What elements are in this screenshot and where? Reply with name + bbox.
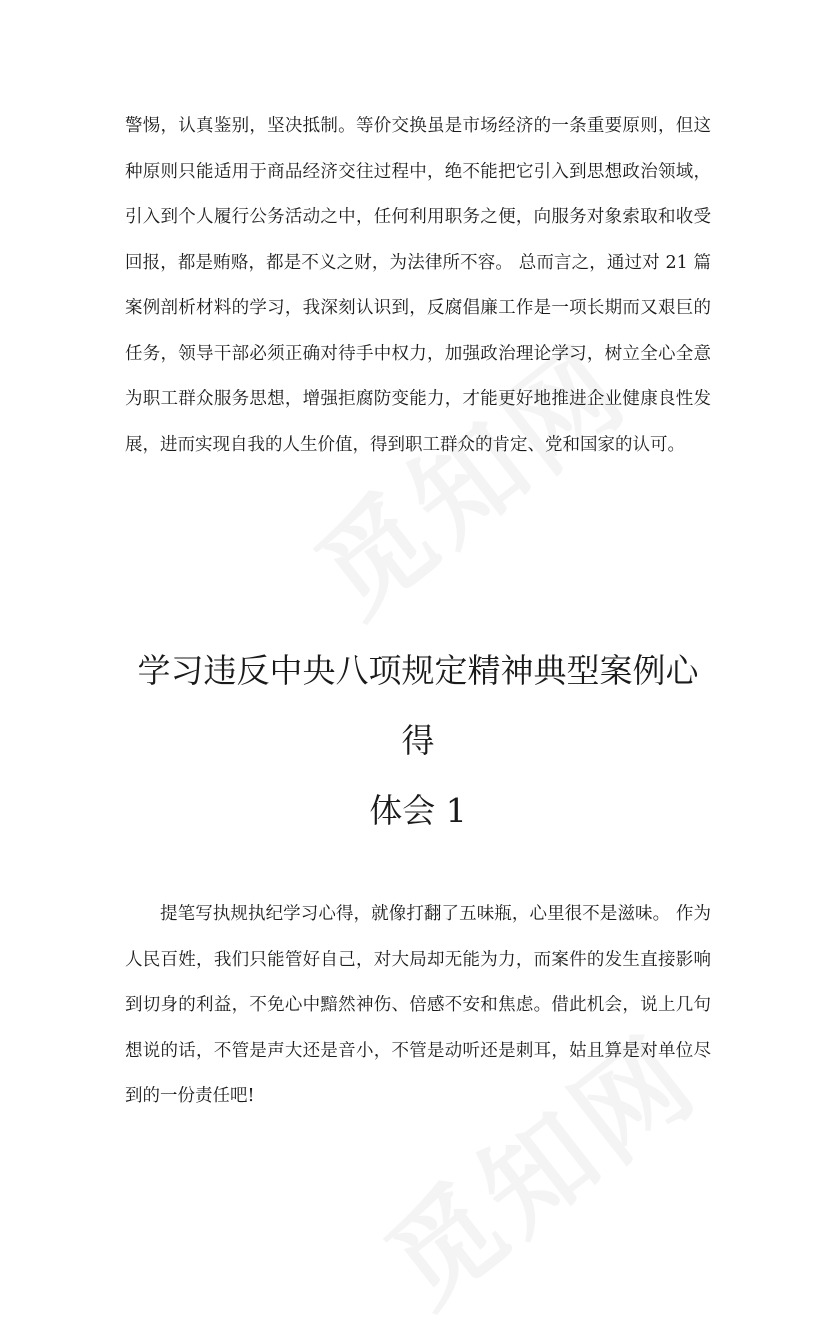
body-paragraph: 提笔写执规执纪学习心得，就像打翻了五味瓶，心里很不是滋味。 作为人民百姓，我们只能管好自己，对大局却无能为力，而案件的发生直接影响到切身的利益，不免心中黯然神伤、倍感不安和焦虑。借此机会，说上几句想说的话，不管是声大还是音小，不管是动听还是刺耳，姑且算是对单位尽到的一份责任吧! bbox=[125, 904, 711, 1106]
title-line-2: 体会 1 bbox=[369, 791, 467, 830]
body-paragraph: 警惕，认真鉴别，坚决抵制。等价交换虽是市场经济的一条重要原则，但这种原则只能适用于商品经济交往过程中，绝不能把它引入到思想政治领域，引入到个人履行公务活动之中，任何利用职务之便，向服务对象索取和收受回报，都是贿赂，都是不义之财，为法律所不容。 总而言之，通过对 21 篇案例剖析材料的学习，我深刻认识到，反腐倡廉工作是一项长期而又艰巨的任务，领导干部必须正确对待手中权力，加强政治理论学习，树立全心全意为职工群众服务思想，增强拒腐防变能力，才能更好地推进企业健康良性发展，进而实现自我的人生价值，得到职工群众的肯定、党和国家的认可。 bbox=[125, 116, 711, 455]
title-line-1: 学习违反中央八项规定精神典型案例心得 bbox=[137, 651, 699, 760]
document-title bbox=[125, 636, 711, 846]
